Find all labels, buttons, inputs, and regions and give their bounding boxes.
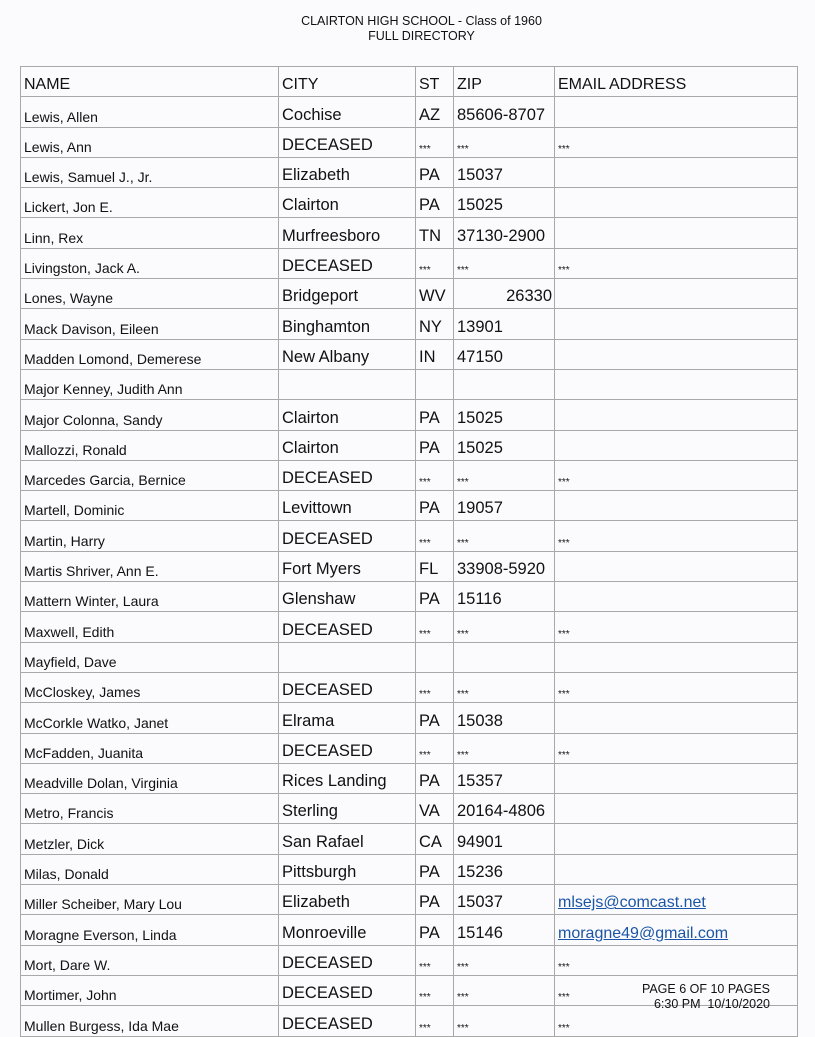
table-row — [21, 551, 798, 581]
cell-state: PA — [416, 400, 454, 430]
cell-name: Lewis, Ann — [21, 127, 279, 157]
cell-email: *** — [555, 672, 798, 702]
cell-email — [555, 430, 798, 460]
cell-name: Major Kenney, Judith Ann — [21, 369, 279, 399]
cell-city: Clairton — [279, 400, 416, 430]
cell-city: DECEASED — [279, 460, 416, 490]
table-row — [21, 430, 798, 460]
cell-email — [555, 551, 798, 581]
cell-state: *** — [416, 460, 454, 490]
table-row — [21, 582, 798, 612]
cell-city: DECEASED — [279, 127, 416, 157]
cell-state: CA — [416, 824, 454, 854]
cell-email — [555, 703, 798, 733]
cell-state: PA — [416, 188, 454, 218]
cell-state: *** — [416, 612, 454, 642]
cell-zip: 20164-4806 — [454, 794, 555, 824]
cell-zip: 15025 — [454, 430, 555, 460]
cell-email — [555, 157, 798, 187]
cell-state: PA — [416, 703, 454, 733]
cell-zip: *** — [454, 1006, 555, 1036]
table-row — [21, 157, 798, 187]
cell-zip: *** — [454, 248, 555, 278]
table-row — [21, 400, 798, 430]
table-row — [21, 703, 798, 733]
cell-email — [555, 369, 798, 399]
cell-city: Sterling — [279, 794, 416, 824]
cell-city: Glenshaw — [279, 582, 416, 612]
table-row — [21, 915, 798, 945]
cell-state — [416, 642, 454, 672]
cell-name: Mort, Dare W. — [21, 945, 279, 975]
cell-email: *** — [555, 975, 798, 1005]
cell-zip: 19057 — [454, 491, 555, 521]
cell-city: Binghamton — [279, 309, 416, 339]
table-row — [21, 945, 798, 975]
cell-name: Linn, Rex — [21, 218, 279, 248]
table-row — [21, 460, 798, 490]
cell-state: *** — [416, 945, 454, 975]
cell-city: Clairton — [279, 430, 416, 460]
table-row — [21, 97, 798, 127]
cell-city: DECEASED — [279, 521, 416, 551]
cell-city: DECEASED — [279, 975, 416, 1005]
cell-state: PA — [416, 157, 454, 187]
cell-email — [555, 794, 798, 824]
cell-zip: 13901 — [454, 309, 555, 339]
cell-state: TN — [416, 218, 454, 248]
cell-city: Murfreesboro — [279, 218, 416, 248]
table-row — [21, 612, 798, 642]
cell-name: Martin, Harry — [21, 521, 279, 551]
cell-zip: 94901 — [454, 824, 555, 854]
cell-city: Elizabeth — [279, 157, 416, 187]
cell-state: *** — [416, 672, 454, 702]
cell-name: Mayfield, Dave — [21, 642, 279, 672]
cell-city: Elrama — [279, 703, 416, 733]
cell-zip: 47150 — [454, 339, 555, 369]
cell-city: DECEASED — [279, 1006, 416, 1036]
cell-email — [555, 854, 798, 884]
cell-city: DECEASED — [279, 248, 416, 278]
cell-city: Elizabeth — [279, 885, 416, 915]
cell-name: Miller Scheiber, Mary Lou — [21, 885, 279, 915]
cell-city: Cochise — [279, 97, 416, 127]
cell-name: McCloskey, James — [21, 672, 279, 702]
cell-state: PA — [416, 430, 454, 460]
cell-name: Mack Davison, Eileen — [21, 309, 279, 339]
table-row — [21, 854, 798, 884]
cell-email — [555, 309, 798, 339]
cell-zip: 15025 — [454, 188, 555, 218]
cell-zip: *** — [454, 460, 555, 490]
cell-state: IN — [416, 339, 454, 369]
table-row — [21, 491, 798, 521]
cell-zip: 15357 — [454, 763, 555, 793]
cell-name: Mullen Burgess, Ida Mae — [21, 1006, 279, 1036]
cell-state: PA — [416, 491, 454, 521]
cell-city: Monroeville — [279, 915, 416, 945]
cell-state: *** — [416, 521, 454, 551]
cell-name: Milas, Donald — [21, 854, 279, 884]
cell-name: Lickert, Jon E. — [21, 188, 279, 218]
table-row — [21, 127, 798, 157]
cell-name: Metzler, Dick — [21, 824, 279, 854]
table-header-row — [21, 67, 798, 97]
cell-city: Pittsburgh — [279, 854, 416, 884]
cell-name: Lones, Wayne — [21, 279, 279, 309]
table-row — [21, 218, 798, 248]
cell-state: *** — [416, 127, 454, 157]
cell-state: *** — [416, 975, 454, 1005]
column-header-state: ST — [416, 67, 454, 97]
column-header-email: EMAIL ADDRESS — [555, 67, 798, 97]
page-footer — [642, 982, 770, 1012]
cell-name: McFadden, Juanita — [21, 733, 279, 763]
cell-city: Clairton — [279, 188, 416, 218]
cell-city: Fort Myers — [279, 551, 416, 581]
cell-zip: 15038 — [454, 703, 555, 733]
cell-email — [555, 400, 798, 430]
cell-name: Mortimer, John — [21, 975, 279, 1005]
cell-email: *** — [555, 733, 798, 763]
cell-name: Meadville Dolan, Virginia — [21, 763, 279, 793]
cell-city: DECEASED — [279, 733, 416, 763]
cell-name: Martis Shriver, Ann E. — [21, 551, 279, 581]
table-row — [21, 339, 798, 369]
cell-zip: 26330 — [454, 279, 555, 309]
cell-email: *** — [555, 945, 798, 975]
table-row — [21, 188, 798, 218]
cell-zip: 37130-2900 — [454, 218, 555, 248]
cell-state: *** — [416, 1006, 454, 1036]
print-timestamp: 6:30 PM 10/10/2020 — [653, 997, 770, 1011]
cell-zip: 15025 — [454, 400, 555, 430]
cell-name: Marcedes Garcia, Bernice — [21, 460, 279, 490]
cell-city: San Rafael — [279, 824, 416, 854]
cell-email — [555, 491, 798, 521]
document-title: CLAIRTON HIGH SCHOOL - Class of 1960 — [301, 14, 542, 28]
cell-zip: *** — [454, 127, 555, 157]
cell-state: PA — [416, 885, 454, 915]
table-row — [21, 521, 798, 551]
cell-email: *** — [555, 127, 798, 157]
cell-email: *** — [555, 248, 798, 278]
cell-name: McCorkle Watko, Janet — [21, 703, 279, 733]
cell-state: NY — [416, 309, 454, 339]
table-row — [21, 794, 798, 824]
table-row — [21, 733, 798, 763]
cell-zip: 15146 — [454, 915, 555, 945]
table-row — [21, 672, 798, 702]
cell-email — [555, 915, 798, 945]
cell-name: Major Colonna, Sandy — [21, 400, 279, 430]
cell-zip: 33908-5920 — [454, 551, 555, 581]
cell-state: FL — [416, 551, 454, 581]
cell-state: PA — [416, 854, 454, 884]
cell-email — [555, 763, 798, 793]
cell-zip: *** — [454, 612, 555, 642]
table-row — [21, 369, 798, 399]
cell-zip: *** — [454, 945, 555, 975]
cell-zip — [454, 369, 555, 399]
document-subtitle: FULL DIRECTORY — [368, 29, 475, 43]
cell-zip: *** — [454, 975, 555, 1005]
column-header-zip: ZIP — [454, 67, 555, 97]
cell-city: DECEASED — [279, 945, 416, 975]
cell-zip: 15236 — [454, 854, 555, 884]
cell-name: Mallozzi, Ronald — [21, 430, 279, 460]
cell-zip: *** — [454, 672, 555, 702]
column-header-name: NAME — [21, 67, 279, 97]
directory-table — [20, 66, 798, 1037]
cell-state: *** — [416, 733, 454, 763]
cell-state: WV — [416, 279, 454, 309]
cell-name: Moragne Everson, Linda — [21, 915, 279, 945]
cell-zip: 85606-8707 — [454, 97, 555, 127]
cell-email — [555, 218, 798, 248]
table-row — [21, 824, 798, 854]
cell-name: Maxwell, Edith — [21, 612, 279, 642]
cell-zip: *** — [454, 521, 555, 551]
cell-email — [555, 188, 798, 218]
cell-name: Madden Lomond, Demerese — [21, 339, 279, 369]
cell-state: PA — [416, 582, 454, 612]
cell-city: DECEASED — [279, 672, 416, 702]
cell-city: Rices Landing — [279, 763, 416, 793]
document-header — [0, 14, 815, 44]
cell-zip: 15116 — [454, 582, 555, 612]
cell-state: PA — [416, 915, 454, 945]
cell-zip: 15037 — [454, 157, 555, 187]
cell-state — [416, 369, 454, 399]
cell-state: PA — [416, 763, 454, 793]
cell-email: *** — [555, 521, 798, 551]
cell-zip: 15037 — [454, 885, 555, 915]
cell-email — [555, 339, 798, 369]
cell-city — [279, 369, 416, 399]
cell-email — [555, 642, 798, 672]
cell-city — [279, 642, 416, 672]
cell-email — [555, 279, 798, 309]
cell-city: DECEASED — [279, 612, 416, 642]
cell-email — [555, 582, 798, 612]
cell-email — [555, 824, 798, 854]
cell-state: AZ — [416, 97, 454, 127]
cell-city: Levittown — [279, 491, 416, 521]
cell-zip — [454, 642, 555, 672]
table-row — [21, 763, 798, 793]
cell-email: *** — [555, 1006, 798, 1036]
cell-name: Martell, Dominic — [21, 491, 279, 521]
email-link[interactable]: mlsejs@comcast.net — [558, 894, 706, 912]
table-body — [21, 97, 798, 1036]
cell-zip: *** — [454, 733, 555, 763]
cell-name: Livingston, Jack A. — [21, 248, 279, 278]
cell-email: *** — [555, 612, 798, 642]
cell-city: Bridgeport — [279, 279, 416, 309]
table-row — [21, 279, 798, 309]
cell-name: Metro, Francis — [21, 794, 279, 824]
table-row — [21, 642, 798, 672]
cell-state: VA — [416, 794, 454, 824]
email-link[interactable]: moragne49@gmail.com — [558, 924, 729, 942]
cell-name: Lewis, Samuel J., Jr. — [21, 157, 279, 187]
cell-state: *** — [416, 248, 454, 278]
table-row — [21, 309, 798, 339]
table-row — [21, 885, 798, 915]
page-number: PAGE 6 OF 10 PAGES — [641, 982, 770, 996]
table-row — [21, 248, 798, 278]
cell-name: Lewis, Allen — [21, 97, 279, 127]
cell-name: Mattern Winter, Laura — [21, 582, 279, 612]
cell-email — [555, 97, 798, 127]
cell-city: New Albany — [279, 339, 416, 369]
cell-email — [555, 885, 798, 915]
column-header-city: CITY — [279, 67, 416, 97]
cell-email: *** — [555, 460, 798, 490]
